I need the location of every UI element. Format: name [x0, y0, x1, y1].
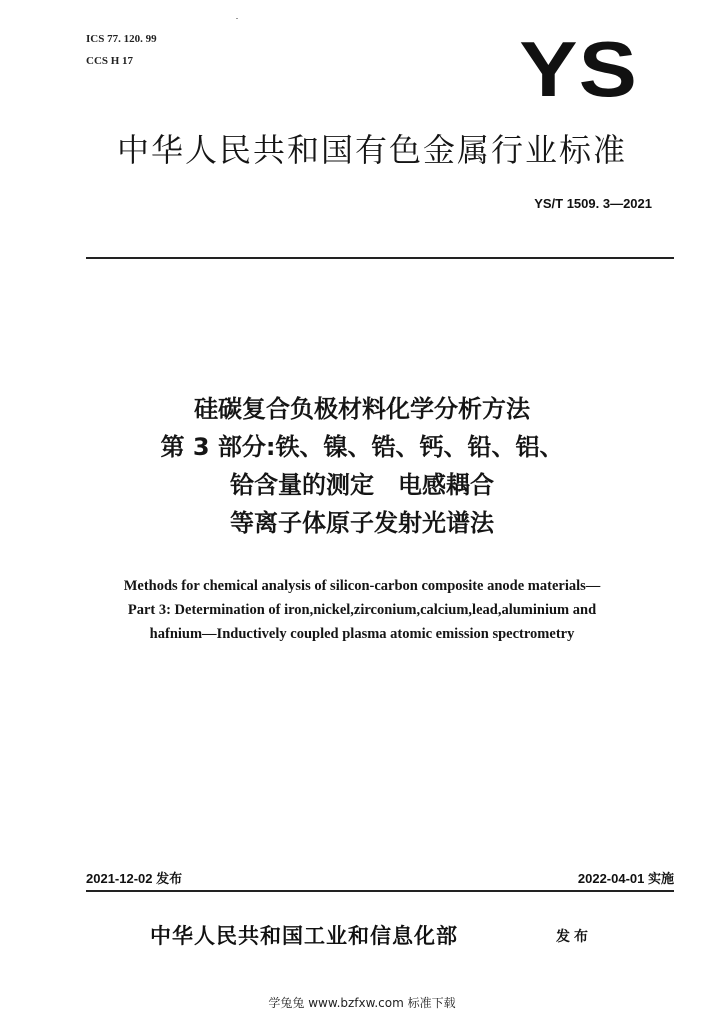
bottom-divider — [86, 890, 674, 892]
implementation-date: 2022-04-01 实施 — [577, 871, 674, 886]
ys-logo: YS — [519, 25, 638, 113]
issue-label: 发布 — [556, 929, 592, 945]
chinese-title-line-1: 硅碳复合负极材料化学分析方法 — [194, 395, 530, 423]
issuing-authority: 中华人民共和国工业和信息化部 — [150, 923, 458, 948]
english-title — [60, 574, 664, 646]
ics-code: ICS 77. 120. 99 — [86, 33, 157, 45]
scan-speck — [236, 18, 238, 19]
chinese-title-line-3: 铪含量的测定 电感耦合 — [230, 471, 494, 499]
standard-number: YS/T 1509. 3—2021 — [534, 196, 652, 211]
ccs-code: CCS H 17 — [86, 55, 134, 67]
chinese-title-line-2: 第 3 部分:铁、镍、锆、钙、铅、铝、 — [160, 433, 564, 461]
chinese-title-line-4: 等离子体原子发射光谱法 — [230, 509, 494, 537]
english-title-line-1: Methods for chemical analysis of silicon-carbon composite anode materials— — [123, 578, 601, 594]
download-watermark: 学兔兔 www.bzfxw.com 标准下载 — [268, 996, 456, 1010]
english-title-line-2: Part 3: Determination of iron,nickel,zirconium,calcium,lead,aluminium and — [127, 602, 597, 618]
english-title-line-3: hafnium—Inductively coupled plasma atomic emission spectrometry — [149, 626, 575, 642]
date-row — [86, 864, 674, 888]
publish-date: 2021-12-02 发布 — [86, 871, 183, 886]
classification-codes — [86, 28, 157, 72]
top-divider — [86, 257, 674, 259]
organization-title: 中华人民共和国有色金属行业标准 — [116, 131, 627, 169]
chinese-title — [60, 390, 664, 542]
